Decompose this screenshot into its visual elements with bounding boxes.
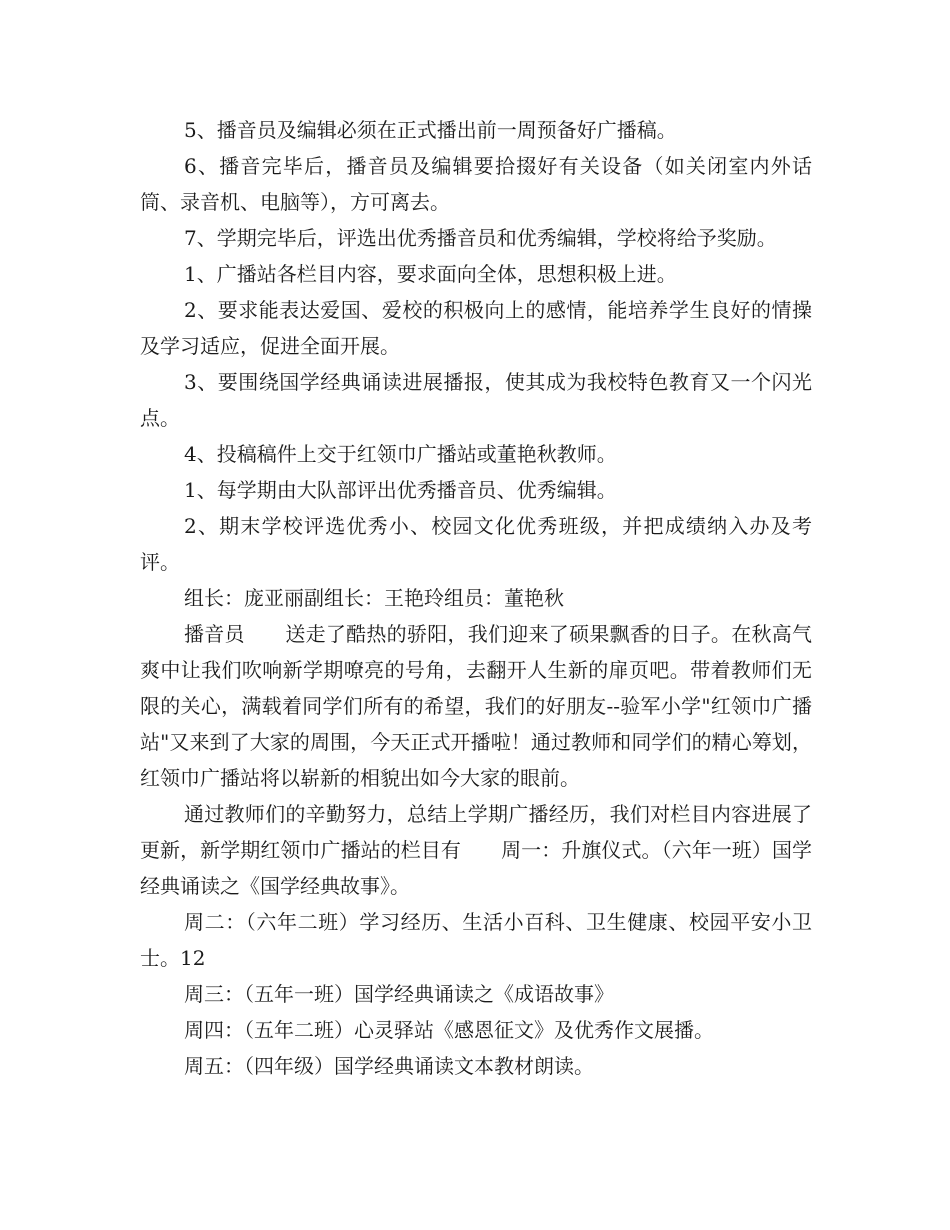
paragraph-rule-6: 6、播音完毕后，播音员及编辑要拾掇好有关设备（如关闭室内外话筒、录音机、电脑等），方可离去。 [140,154,812,214]
paragraph-content-2: 2、要求能表达爱国、爱校的积极向上的感情，能培养学生良好的情操及学习适应，促进全面开展。 [140,298,812,358]
paragraph-announcer-intro: 播音员 送走了酷热的骄阳，我们迎来了硕果飘香的日子。在秋高气爽中让我们吹响新学期嘹亮的号角，去翻开人生新的扉页吧。带着教师们无限的关心，满载着同学们所有的希望，我们的好朋友--验军小学"红领巾广播站"又来到了大家的周围，今天正式开播啦！通过教师和同学们的精心筹划，红领巾广播站将以崭新的相貌出如今大家的眼前。 [140,622,812,790]
paragraph-rule-7: 7、学期完毕后，评选出优秀播音员和优秀编辑，学校将给予奖励。 [184,226,777,250]
paragraph-evaluation-2: 2、期末学校评选优秀小、校园文化优秀班级，并把成绩纳入办及考评。 [140,514,812,574]
paragraph-thursday: 周四：（五年二班）心灵驿站《感恩征文》及优秀作文展播。 [184,1018,714,1042]
paragraph-team: 组长：庞亚丽副组长：王艳玲组员：董艳秋 [184,586,564,610]
document-body [140,112,812,1084]
paragraph-tuesday: 周二：（六年二班）学习经历、生活小百科、卫生健康、校园平安小卫士。12 [140,910,812,970]
paragraph-content-4: 4、投稿稿件上交于红领巾广播站或董艳秋教师。 [184,442,617,466]
paragraph-schedule-intro: 通过教师们的辛勤努力，总结上学期广播经历，我们对栏目内容进展了更新，新学期红领巾广播站的栏目有 周一：升旗仪式。（六年一班）国学经典诵读之《国学经典故事》。 [140,802,812,898]
paragraph-friday: 周五：（四年级）国学经典诵读文本教材朗读。 [184,1054,594,1078]
paragraph-rule-5: 5、播音员及编辑必须在正式播出前一周预备好广播稿。 [184,118,677,142]
paragraph-evaluation-1: 1、每学期由大队部评出优秀播音员、优秀编辑。 [184,478,617,502]
paragraph-wednesday: 周三：（五年一班）国学经典诵读之《成语故事》 [184,982,614,1006]
paragraph-content-1: 1、广播站各栏目内容，要求面向全体，思想积极上进。 [184,262,677,286]
paragraph-content-3: 3、要围绕国学经典诵读进展播报，使其成为我校特色教育又一个闪光点。 [140,370,812,430]
